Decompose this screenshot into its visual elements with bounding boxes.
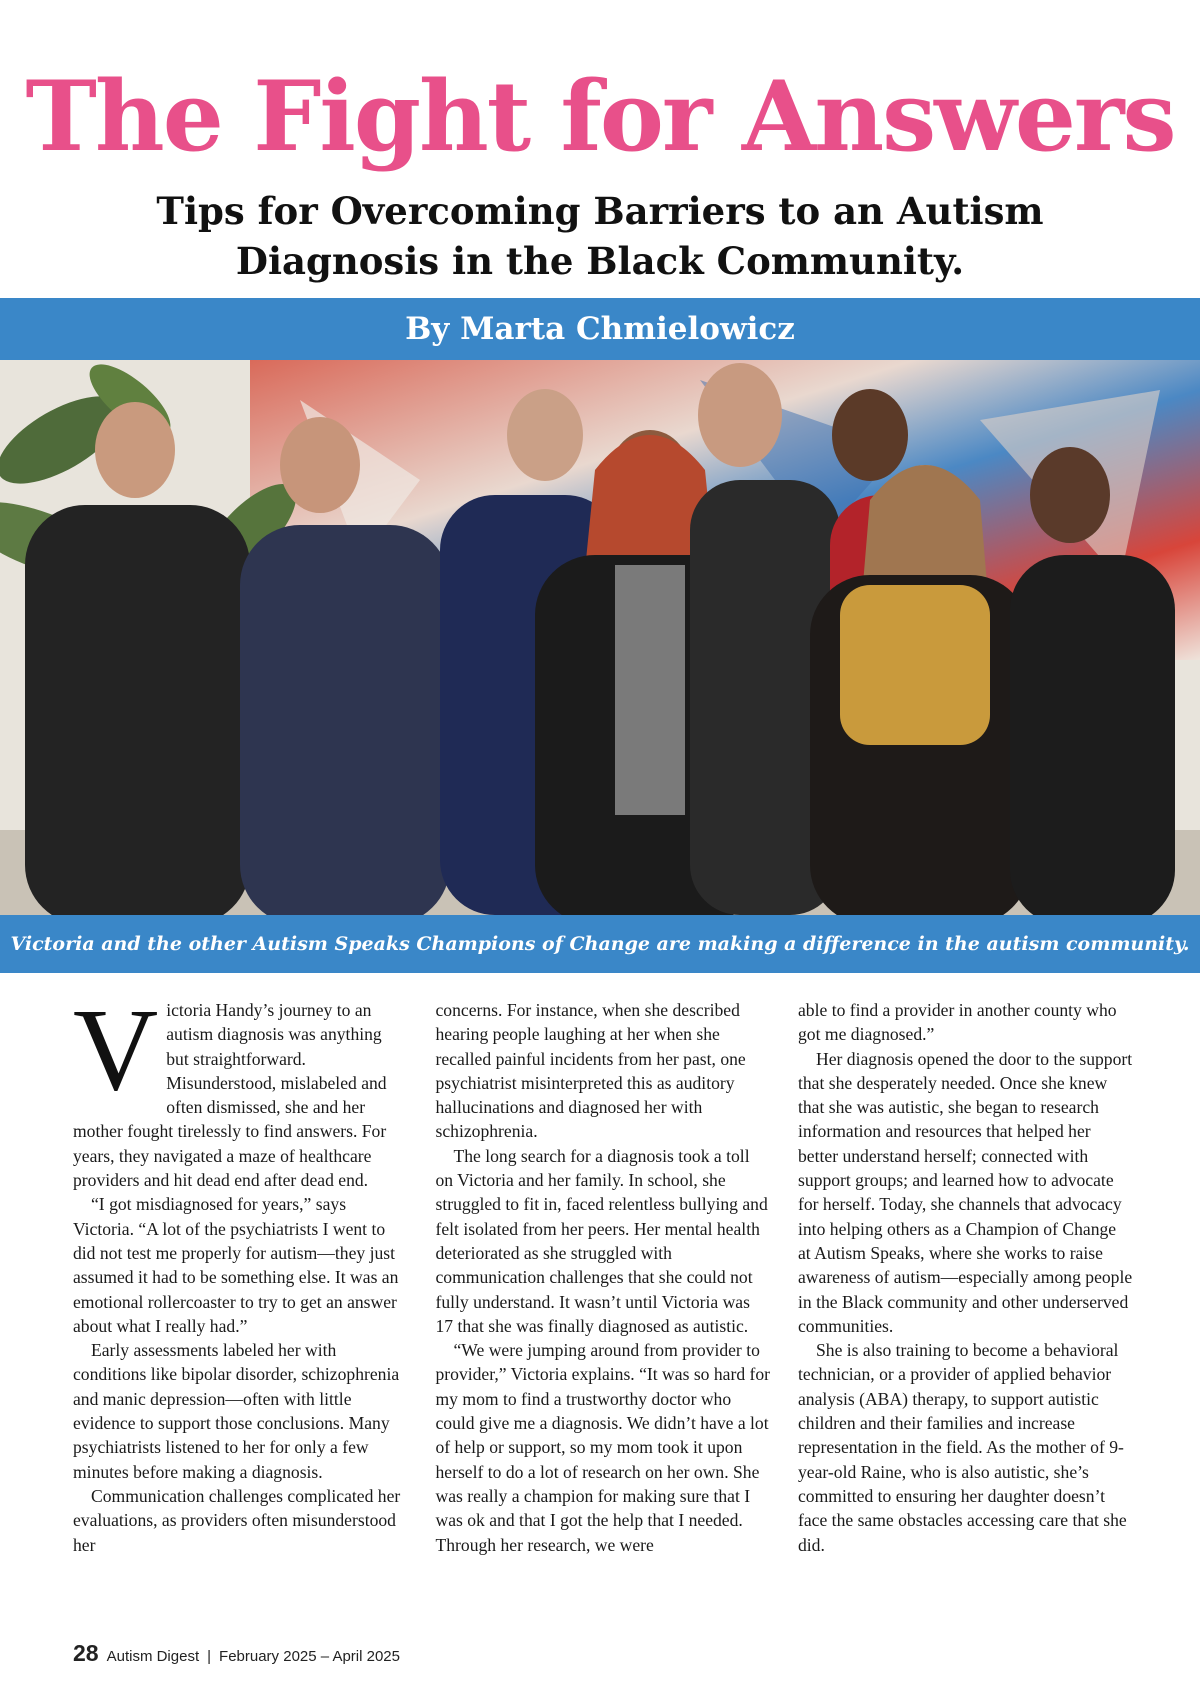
paragraph: Early assessments labeled her with conditions like bipolar disorder, schizophrenia and manic depression—often with little evidence to support those conclusions. Many psychiatrists listened to her for only a few minutes before making a diagnosis. bbox=[73, 1340, 400, 1482]
paragraph: Communication challenges complicated her evaluations, as providers often misunderstood her bbox=[73, 1485, 401, 1555]
publication-name: Autism Digest bbox=[106, 1648, 200, 1665]
page-number: 28 bbox=[73, 1640, 99, 1666]
column-3 bbox=[798, 998, 1133, 1630]
article-title: The Fight for Answers bbox=[25, 60, 1175, 173]
footer-separator: | bbox=[207, 1648, 212, 1665]
column-1 bbox=[73, 984, 408, 1630]
issue-dates: February 2025 – April 2025 bbox=[219, 1648, 400, 1665]
paragraph: The long search for a diagnosis took a toll on Victoria and her family. In school, she struggled to fit in, faced relentless bullying and felt isolated from her peers. Her mental health deteriorated as she struggled with communication challenges that she could not fully understand. It wasn’t until Victoria was 17 that she was finally diagnosed as autistic. bbox=[435, 1145, 768, 1336]
article-subtitle: Tips for Overcoming Barriers to an Autism Diagnosis in the Black Community. bbox=[156, 189, 1044, 283]
photo-caption-bar bbox=[0, 915, 1200, 973]
paragraph: She is also training to become a behavioral technician, or a provider of applied behavior analysis (ABA) therapy, to support autistic children and their families and increase representation in the field. As the mother of 9-year-old Raine, who is also autistic, she’s committed to ensuring her daughter doesn’t face the same obstacles accessing care that she did. bbox=[798, 1340, 1127, 1555]
article-body bbox=[73, 984, 1133, 1630]
paragraph: concerns. For instance, when she described hearing people laughing at her when she recalled painful incidents from her past, one psychiatrist misinterpreted this as auditory hallucinations and diagnosed her with schizophrenia. bbox=[435, 1000, 746, 1142]
page-footer bbox=[73, 1640, 400, 1670]
paragraph: able to find a provider in another county who got me diagnosed.” bbox=[798, 1000, 1117, 1045]
column-2 bbox=[436, 998, 771, 1630]
paragraph: Her diagnosis opened the door to the support that she desperately needed. Once she knew that she was autistic, she began to research information and resources that helped her better understand herself; connected with support groups; and learned how to advocate for herself. Today, she channels that advocacy into helping others as a Champion of Change at Autism Speaks, where she works to raise awareness of autism—especially among people in the Black community and other underserved communities. bbox=[798, 1048, 1133, 1336]
byline: By Marta Chmielowicz bbox=[405, 311, 795, 347]
paragraph: “I got misdiagnosed for years,” says Victoria. “A lot of the psychiatrists I went to did not test me properly for autism—they just assumed it had to be something else. It was an emotional rollercoaster to try to get an answer about what I really had.” bbox=[73, 1194, 399, 1336]
group-photo bbox=[0, 360, 1200, 915]
byline-bar bbox=[0, 298, 1200, 360]
drop-cap: V bbox=[73, 984, 159, 1115]
photo-caption: Victoria and the other Autism Speaks Champions of Change are making a difference in the autism community. bbox=[10, 933, 1190, 955]
paragraph: ictoria Handy’s journey to an autism diagnosis was anything but straightforward. Misunderstood, mislabeled and often dismissed, she and her mother fought tirelessly to find answers. For years, they navigated a maze of healthcare providers and hit dead end after dead end. bbox=[73, 1000, 387, 1191]
paragraph: “We were jumping around from provider to provider,” Victoria explains. “It was so hard for my mom to find a trustworthy doctor who could give me a diagnosis. We didn’t have a lot of help or support, so my mom took it upon herself to do a lot of research on her own. She was really a champion for making sure that I was ok and that I got the help that I needed. Through her research, we were bbox=[435, 1340, 771, 1555]
